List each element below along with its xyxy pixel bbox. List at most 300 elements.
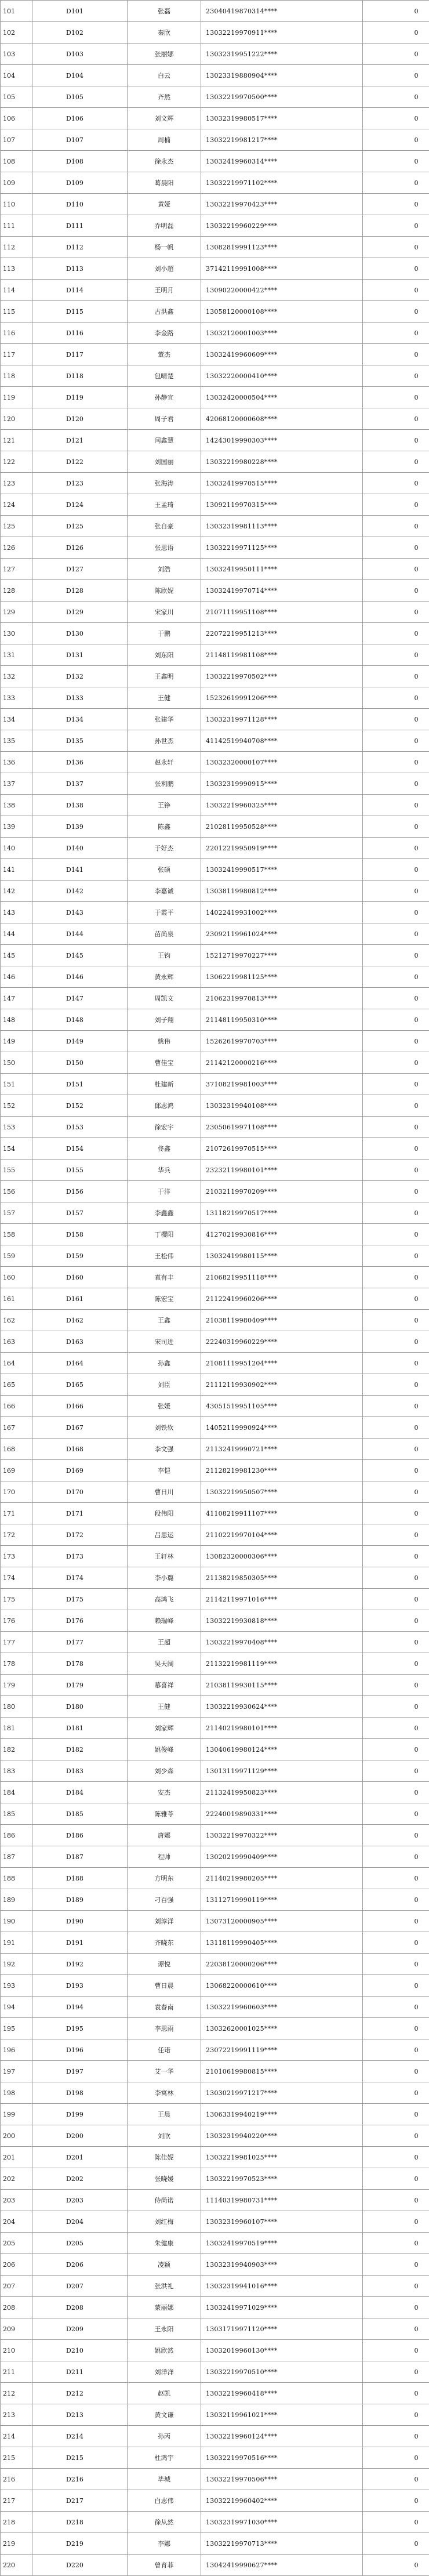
cell-value: 0 bbox=[363, 473, 429, 494]
cell-seq: 190 bbox=[1, 1911, 32, 1932]
cell-seq: 203 bbox=[1, 2190, 32, 2211]
cell-seq: 177 bbox=[1, 1632, 32, 1653]
cell-id-number: 21062319970813**** bbox=[201, 988, 363, 1009]
cell-name: 吴天阔 bbox=[128, 1653, 201, 1675]
cell-id-number: 13032019960130**** bbox=[201, 2340, 363, 2361]
cell-value: 0 bbox=[363, 1031, 429, 1052]
cell-value: 0 bbox=[363, 194, 429, 215]
cell-id-number: 14243019990303**** bbox=[201, 430, 363, 451]
cell-value: 0 bbox=[363, 1160, 429, 1181]
cell-seq: 211 bbox=[1, 2361, 32, 2383]
cell-name: 张晓媛 bbox=[128, 2168, 201, 2190]
table-row bbox=[1, 258, 429, 280]
cell-name: 毕城 bbox=[128, 2469, 201, 2490]
cell-id-number: 13032219981025**** bbox=[201, 2147, 363, 2168]
table-row bbox=[1, 602, 429, 623]
table-row bbox=[1, 2404, 429, 2426]
cell-value: 0 bbox=[363, 1653, 429, 1675]
cell-id-number: 21032119970209**** bbox=[201, 1181, 363, 1202]
cell-code: D200 bbox=[32, 2125, 128, 2147]
cell-seq: 202 bbox=[1, 2168, 32, 2190]
cell-value: 0 bbox=[363, 1331, 429, 1353]
cell-code: D170 bbox=[32, 1481, 128, 1503]
cell-value: 0 bbox=[363, 1138, 429, 1160]
cell-name: 白志伟 bbox=[128, 2490, 201, 2512]
cell-code: D138 bbox=[32, 795, 128, 816]
table-row bbox=[1, 2469, 429, 2490]
cell-seq: 105 bbox=[1, 86, 32, 108]
table-row bbox=[1, 2340, 429, 2361]
cell-code: D220 bbox=[32, 2555, 128, 2576]
table-row bbox=[1, 2512, 429, 2533]
cell-id-number: 13082320000306**** bbox=[201, 1546, 363, 1567]
cell-id-number: 13013119971129**** bbox=[201, 1760, 363, 1782]
cell-seq: 148 bbox=[1, 1009, 32, 1031]
cell-code: D126 bbox=[32, 537, 128, 559]
cell-name: 孙静宜 bbox=[128, 387, 201, 408]
cell-value: 0 bbox=[363, 1632, 429, 1653]
cell-seq: 208 bbox=[1, 2297, 32, 2318]
table-row bbox=[1, 1374, 429, 1396]
cell-code: D189 bbox=[32, 1889, 128, 1911]
table-row bbox=[1, 44, 429, 65]
cell-value: 0 bbox=[363, 644, 429, 666]
cell-seq: 141 bbox=[1, 859, 32, 881]
cell-seq: 199 bbox=[1, 2104, 32, 2125]
cell-name: 白云 bbox=[128, 65, 201, 86]
cell-name: 徐从然 bbox=[128, 2512, 201, 2533]
cell-id-number: 13032419970515**** bbox=[201, 473, 363, 494]
cell-value: 0 bbox=[363, 2512, 429, 2533]
cell-id-number: 21132419950823**** bbox=[201, 1782, 363, 1803]
cell-name: 侍尚诺 bbox=[128, 2190, 201, 2211]
table-row bbox=[1, 1310, 429, 1331]
cell-seq: 142 bbox=[1, 881, 32, 902]
table-row bbox=[1, 1760, 429, 1782]
cell-value: 0 bbox=[363, 1374, 429, 1396]
table-row bbox=[1, 1954, 429, 1975]
cell-value: 0 bbox=[363, 2190, 429, 2211]
cell-code: D202 bbox=[32, 2168, 128, 2190]
cell-value: 0 bbox=[363, 430, 429, 451]
cell-code: D177 bbox=[32, 1632, 128, 1653]
cell-name: 王明月 bbox=[128, 280, 201, 301]
cell-name: 张洪礼 bbox=[128, 2276, 201, 2297]
cell-value: 0 bbox=[363, 1224, 429, 1245]
cell-code: D175 bbox=[32, 1589, 128, 1610]
cell-code: D174 bbox=[32, 1567, 128, 1589]
cell-value: 0 bbox=[363, 1803, 429, 1825]
cell-name: 于洋 bbox=[128, 1181, 201, 1202]
table-body bbox=[1, 1, 429, 2576]
cell-value: 0 bbox=[363, 1954, 429, 1975]
table-row bbox=[1, 408, 429, 430]
table-row bbox=[1, 1031, 429, 1052]
cell-seq: 176 bbox=[1, 1610, 32, 1632]
cell-value: 0 bbox=[363, 1396, 429, 1417]
cell-id-number: 21132219981119**** bbox=[201, 1653, 363, 1675]
cell-seq: 164 bbox=[1, 1353, 32, 1374]
table-row bbox=[1, 966, 429, 988]
cell-code: D164 bbox=[32, 1353, 128, 1374]
cell-value: 0 bbox=[363, 1610, 429, 1632]
cell-seq: 198 bbox=[1, 2082, 32, 2104]
table-row bbox=[1, 1610, 429, 1632]
cell-name: 程帅 bbox=[128, 1846, 201, 1868]
cell-name: 乔明磊 bbox=[128, 215, 201, 237]
cell-code: D156 bbox=[32, 1181, 128, 1202]
cell-name: 于鹏 bbox=[128, 623, 201, 644]
table-row bbox=[1, 1567, 429, 1589]
cell-id-number: 21148119950310**** bbox=[201, 1009, 363, 1031]
cell-id-number: 21122419960206**** bbox=[201, 1288, 363, 1310]
cell-code: D178 bbox=[32, 1653, 128, 1675]
cell-code: D188 bbox=[32, 1868, 128, 1889]
cell-code: D194 bbox=[32, 1997, 128, 2018]
cell-code: D133 bbox=[32, 687, 128, 709]
cell-code: D208 bbox=[32, 2297, 128, 2318]
cell-code: D205 bbox=[32, 2233, 128, 2254]
cell-code: D101 bbox=[32, 1, 128, 22]
cell-name: 李鑫鑫 bbox=[128, 1202, 201, 1224]
cell-value: 0 bbox=[363, 1439, 429, 1460]
cell-id-number: 13032319971030**** bbox=[201, 2512, 363, 2533]
table-row bbox=[1, 1181, 429, 1202]
cell-value: 0 bbox=[363, 1095, 429, 1117]
cell-id-number: 13032319990915**** bbox=[201, 773, 363, 795]
cell-seq: 113 bbox=[1, 258, 32, 280]
cell-seq: 146 bbox=[1, 966, 32, 988]
cell-name: 佟鑫 bbox=[128, 1138, 201, 1160]
cell-seq: 220 bbox=[1, 2555, 32, 2576]
table-row bbox=[1, 1524, 429, 1546]
cell-value: 0 bbox=[363, 2447, 429, 2469]
table-row bbox=[1, 816, 429, 838]
cell-code: D180 bbox=[32, 1696, 128, 1718]
cell-id-number: 13032319940903**** bbox=[201, 2254, 363, 2276]
cell-id-number: 37108219981003**** bbox=[201, 1074, 363, 1095]
cell-seq: 143 bbox=[1, 902, 32, 923]
cell-id-number: 13032419990517**** bbox=[201, 859, 363, 881]
cell-value: 0 bbox=[363, 2533, 429, 2555]
cell-code: D169 bbox=[32, 1460, 128, 1481]
cell-value: 0 bbox=[363, 2125, 429, 2147]
cell-value: 0 bbox=[363, 923, 429, 945]
cell-name: 黄永辉 bbox=[128, 966, 201, 988]
cell-name: 段伟阳 bbox=[128, 1503, 201, 1524]
cell-seq: 217 bbox=[1, 2490, 32, 2512]
cell-id-number: 13032219970322**** bbox=[201, 1825, 363, 1846]
cell-code: D151 bbox=[32, 1074, 128, 1095]
cell-id-number: 13032420000504**** bbox=[201, 387, 363, 408]
cell-name: 姚伟 bbox=[128, 1031, 201, 1052]
cell-code: D129 bbox=[32, 602, 128, 623]
cell-name: 李嘉诚 bbox=[128, 881, 201, 902]
cell-seq: 125 bbox=[1, 516, 32, 537]
cell-code: D109 bbox=[32, 172, 128, 194]
cell-code: D120 bbox=[32, 408, 128, 430]
table-row bbox=[1, 365, 429, 387]
cell-name: 高鸿飞 bbox=[128, 1589, 201, 1610]
cell-value: 0 bbox=[363, 730, 429, 752]
cell-name: 刘文辉 bbox=[128, 108, 201, 129]
cell-name: 蒙丽娜 bbox=[128, 2297, 201, 2318]
cell-name: 葛晨阳 bbox=[128, 172, 201, 194]
cell-name: 刘铁软 bbox=[128, 1417, 201, 1439]
cell-code: D147 bbox=[32, 988, 128, 1009]
cell-value: 0 bbox=[363, 1975, 429, 1997]
cell-id-number: 21072619970515**** bbox=[201, 1138, 363, 1160]
cell-id-number: 22240319960229**** bbox=[201, 1331, 363, 1353]
cell-name: 王松伟 bbox=[128, 1245, 201, 1267]
cell-seq: 167 bbox=[1, 1417, 32, 1439]
cell-name: 刘欣 bbox=[128, 2125, 201, 2147]
cell-id-number: 13092119970315**** bbox=[201, 494, 363, 516]
cell-seq: 175 bbox=[1, 1589, 32, 1610]
cell-id-number: 21102219970104**** bbox=[201, 1524, 363, 1546]
cell-value: 0 bbox=[363, 2361, 429, 2383]
cell-name: 唐娜 bbox=[128, 1825, 201, 1846]
cell-value: 0 bbox=[363, 1696, 429, 1718]
table-row bbox=[1, 2361, 429, 2383]
cell-code: D198 bbox=[32, 2082, 128, 2104]
cell-name: 姚欣然 bbox=[128, 2340, 201, 2361]
table-row bbox=[1, 516, 429, 537]
cell-id-number: 13032419960609**** bbox=[201, 344, 363, 365]
table-row bbox=[1, 2061, 429, 2082]
cell-name: 陈佳妮 bbox=[128, 2147, 201, 2168]
cell-id-number: 13032120001003**** bbox=[201, 323, 363, 344]
cell-code: D132 bbox=[32, 666, 128, 687]
cell-id-number: 13032219970500**** bbox=[201, 86, 363, 108]
cell-id-number: 21128219981230**** bbox=[201, 1460, 363, 1481]
table-row bbox=[1, 22, 429, 44]
cell-id-number: 15232619991206**** bbox=[201, 687, 363, 709]
cell-seq: 185 bbox=[1, 1803, 32, 1825]
cell-name: 安杰 bbox=[128, 1782, 201, 1803]
table-row bbox=[1, 2125, 429, 2147]
cell-id-number: 41108219911107**** bbox=[201, 1503, 363, 1524]
cell-name: 刘浩 bbox=[128, 559, 201, 580]
table-row bbox=[1, 1846, 429, 1868]
cell-id-number: 13032419980115**** bbox=[201, 1245, 363, 1267]
cell-id-number: 21081119951204**** bbox=[201, 1353, 363, 1374]
table-row bbox=[1, 1868, 429, 1889]
cell-code: D217 bbox=[32, 2490, 128, 2512]
cell-value: 0 bbox=[363, 1052, 429, 1074]
cell-name: 张硕 bbox=[128, 859, 201, 881]
cell-code: D136 bbox=[32, 752, 128, 773]
cell-code: D173 bbox=[32, 1546, 128, 1567]
cell-value: 0 bbox=[363, 602, 429, 623]
cell-id-number: 13023319880904**** bbox=[201, 65, 363, 86]
cell-seq: 178 bbox=[1, 1653, 32, 1675]
cell-name: 周子君 bbox=[128, 408, 201, 430]
cell-name: 周凯文 bbox=[128, 988, 201, 1009]
cell-code: D187 bbox=[32, 1846, 128, 1868]
cell-name: 周楠 bbox=[128, 129, 201, 151]
cell-code: D215 bbox=[32, 2447, 128, 2469]
table-row bbox=[1, 795, 429, 816]
cell-name: 方明东 bbox=[128, 1868, 201, 1889]
cell-name: 李娜 bbox=[128, 2533, 201, 2555]
cell-seq: 205 bbox=[1, 2233, 32, 2254]
cell-name: 李思雨 bbox=[128, 2018, 201, 2039]
cell-code: D179 bbox=[32, 1675, 128, 1696]
table-row bbox=[1, 1224, 429, 1245]
cell-seq: 180 bbox=[1, 1696, 32, 1718]
cell-value: 0 bbox=[363, 108, 429, 129]
cell-seq: 120 bbox=[1, 408, 32, 430]
cell-id-number: 21010619980815**** bbox=[201, 2061, 363, 2082]
cell-name: 王鑫 bbox=[128, 1310, 201, 1331]
table-row bbox=[1, 623, 429, 644]
cell-code: D141 bbox=[32, 859, 128, 881]
cell-id-number: 21138219850305**** bbox=[201, 1567, 363, 1589]
cell-value: 0 bbox=[363, 1868, 429, 1889]
cell-code: D153 bbox=[32, 1117, 128, 1138]
cell-code: D168 bbox=[32, 1439, 128, 1460]
cell-id-number: 13042419990627**** bbox=[201, 2555, 363, 2576]
cell-code: D185 bbox=[32, 1803, 128, 1825]
cell-id-number: 41270219930816**** bbox=[201, 1224, 363, 1245]
cell-code: D150 bbox=[32, 1052, 128, 1074]
cell-id-number: 13118119990405**** bbox=[201, 1932, 363, 1954]
cell-code: D207 bbox=[32, 2276, 128, 2297]
cell-code: D149 bbox=[32, 1031, 128, 1052]
cell-seq: 204 bbox=[1, 2211, 32, 2233]
table-row bbox=[1, 1396, 429, 1417]
cell-value: 0 bbox=[363, 902, 429, 923]
cell-name: 齐晓东 bbox=[128, 1932, 201, 1954]
cell-value: 0 bbox=[363, 2233, 429, 2254]
table-row bbox=[1, 280, 429, 301]
table-row bbox=[1, 129, 429, 151]
cell-value: 0 bbox=[363, 666, 429, 687]
cell-id-number: 13032219960229**** bbox=[201, 215, 363, 237]
table-row bbox=[1, 881, 429, 902]
cell-value: 0 bbox=[363, 1546, 429, 1567]
cell-id-number: 15262619970703**** bbox=[201, 1031, 363, 1052]
cell-code: D130 bbox=[32, 623, 128, 644]
cell-id-number: 13032219930818**** bbox=[201, 1610, 363, 1632]
cell-value: 0 bbox=[363, 2426, 429, 2447]
cell-seq: 111 bbox=[1, 215, 32, 237]
cell-seq: 128 bbox=[1, 580, 32, 602]
cell-value: 0 bbox=[363, 2018, 429, 2039]
cell-name: 曹佳宝 bbox=[128, 1052, 201, 1074]
cell-code: D111 bbox=[32, 215, 128, 237]
cell-name: 包晴楚 bbox=[128, 365, 201, 387]
cell-value: 0 bbox=[363, 2276, 429, 2297]
cell-value: 0 bbox=[363, 2404, 429, 2426]
cell-seq: 194 bbox=[1, 1997, 32, 2018]
cell-value: 0 bbox=[363, 1524, 429, 1546]
cell-name: 赵永轩 bbox=[128, 752, 201, 773]
cell-value: 0 bbox=[363, 516, 429, 537]
cell-id-number: 13032219970506**** bbox=[201, 2469, 363, 2490]
cell-value: 0 bbox=[363, 838, 429, 859]
cell-name: 张自豪 bbox=[128, 516, 201, 537]
cell-code: D119 bbox=[32, 387, 128, 408]
cell-code: D186 bbox=[32, 1825, 128, 1846]
cell-seq: 109 bbox=[1, 172, 32, 194]
table-row bbox=[1, 2082, 429, 2104]
cell-id-number: 13020219990409**** bbox=[201, 1846, 363, 1868]
cell-seq: 207 bbox=[1, 2276, 32, 2297]
cell-seq: 117 bbox=[1, 344, 32, 365]
table-row bbox=[1, 730, 429, 752]
cell-id-number: 13031719971120**** bbox=[201, 2318, 363, 2340]
cell-name: 孙鑫 bbox=[128, 1353, 201, 1374]
cell-code: D165 bbox=[32, 1374, 128, 1396]
cell-seq: 201 bbox=[1, 2147, 32, 2168]
cell-id-number: 14022419931002**** bbox=[201, 902, 363, 923]
cell-id-number: 41142519940708**** bbox=[201, 730, 363, 752]
table-row bbox=[1, 1589, 429, 1610]
cell-id-number: 13032219930624**** bbox=[201, 1696, 363, 1718]
cell-value: 0 bbox=[363, 537, 429, 559]
cell-code: D110 bbox=[32, 194, 128, 215]
cell-name: 刘洋洋 bbox=[128, 2361, 201, 2383]
cell-value: 0 bbox=[363, 2254, 429, 2276]
cell-seq: 121 bbox=[1, 430, 32, 451]
cell-id-number: 13032319940108**** bbox=[201, 1095, 363, 1117]
cell-seq: 127 bbox=[1, 559, 32, 580]
table-row bbox=[1, 2254, 429, 2276]
cell-id-number: 13062219981125**** bbox=[201, 966, 363, 988]
cell-seq: 166 bbox=[1, 1396, 32, 1417]
cell-seq: 158 bbox=[1, 1224, 32, 1245]
cell-name: 张思语 bbox=[128, 537, 201, 559]
cell-seq: 165 bbox=[1, 1374, 32, 1396]
cell-id-number: 13032319951222**** bbox=[201, 44, 363, 65]
cell-code: D137 bbox=[32, 773, 128, 795]
cell-value: 0 bbox=[363, 1074, 429, 1095]
cell-name: 张建华 bbox=[128, 709, 201, 730]
table-row bbox=[1, 1503, 429, 1524]
cell-seq: 174 bbox=[1, 1567, 32, 1589]
cell-value: 0 bbox=[363, 966, 429, 988]
cell-code: D176 bbox=[32, 1610, 128, 1632]
cell-name: 董杰 bbox=[128, 344, 201, 365]
cell-seq: 210 bbox=[1, 2340, 32, 2361]
cell-code: D171 bbox=[32, 1503, 128, 1524]
cell-id-number: 13032319980517**** bbox=[201, 108, 363, 129]
cell-code: D214 bbox=[32, 2426, 128, 2447]
table-row bbox=[1, 1288, 429, 1310]
table-row bbox=[1, 1803, 429, 1825]
cell-seq: 104 bbox=[1, 65, 32, 86]
cell-code: D102 bbox=[32, 22, 128, 44]
cell-name: 张磊 bbox=[128, 1, 201, 22]
cell-name: 刘子翔 bbox=[128, 1009, 201, 1031]
cell-value: 0 bbox=[363, 237, 429, 258]
cell-id-number: 13030219971217**** bbox=[201, 2082, 363, 2104]
table-row bbox=[1, 86, 429, 108]
cell-id-number: 22012219950919**** bbox=[201, 838, 363, 859]
cell-value: 0 bbox=[363, 1353, 429, 1374]
table-row bbox=[1, 2490, 429, 2512]
cell-name: 齐然 bbox=[128, 86, 201, 108]
cell-seq: 159 bbox=[1, 1245, 32, 1267]
table-row bbox=[1, 752, 429, 773]
table-row bbox=[1, 988, 429, 1009]
table-row bbox=[1, 559, 429, 580]
table-row bbox=[1, 1052, 429, 1074]
cell-id-number: 13032219971125**** bbox=[201, 537, 363, 559]
cell-seq: 152 bbox=[1, 1095, 32, 1117]
